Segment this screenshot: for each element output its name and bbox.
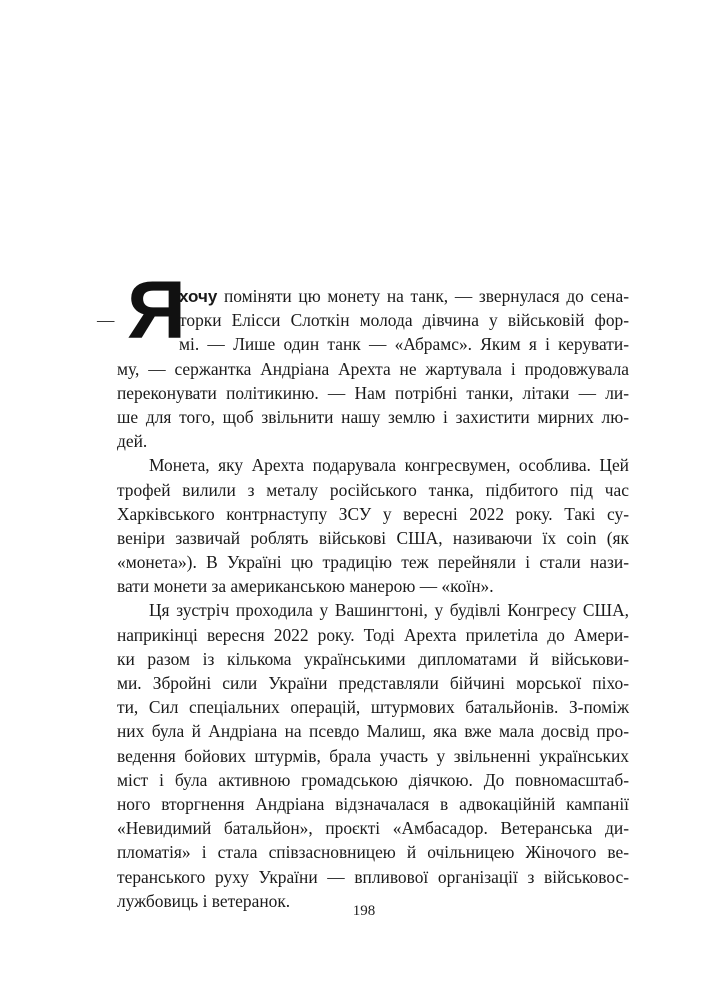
text-line: Ця зустріч проходила у Вашингтоні, у будівлі Конгресу США, xyxy=(149,600,629,621)
text-line: ти, Сил спеціальних операцій, штурмових батальйонів. З-поміж xyxy=(117,697,629,718)
paragraph-2 xyxy=(117,453,629,598)
text-line: ми. Збройні сили України представляли бійчині морської піхо- xyxy=(117,673,629,693)
text-line: веніри зазвичай роблять військові США, називаючи їх coin (як xyxy=(117,527,629,548)
text-line: дей. xyxy=(117,431,148,452)
text-line: ше для того, щоб звільнити нашу землю і захистити мирних лю- xyxy=(117,406,629,427)
text-line: ки разом із кількома українськими дипломатами й військови- xyxy=(117,648,629,669)
text-line: торки Елісси Слоткін молода дівчина у військовій фор- xyxy=(179,310,629,331)
text-line: вати монети за американською манерою — «коїн». xyxy=(117,576,494,597)
text-line: міст і була активною громадською діячкою. До повномасштаб- xyxy=(117,769,629,790)
text-line: лужбовиць і ветеранок. xyxy=(117,890,291,911)
drop-cap: Я xyxy=(127,265,186,356)
text-line: них була й Андріана на псевдо Малиш, яка вже мала досвід про- xyxy=(117,721,629,742)
text-line: ведення бойових штурмів, брала участь у звільненні українських xyxy=(117,745,629,766)
text-line: переконувати політикиню. — Нам потрібні танки, літаки — ли- xyxy=(117,382,629,403)
text-line: му, — сержантка Андріана Арехта не жартувала і продовжувала xyxy=(117,358,629,379)
body-text xyxy=(97,265,629,913)
page-number: 198 xyxy=(352,903,376,919)
text-line: «Невидимий батальйон», проєкті «Амбасадор. Ветеранська ди- xyxy=(117,818,629,839)
text-line: наприкінці вересня 2022 року. Тоді Арехта прилетіла до Амери- xyxy=(117,624,629,645)
text-line: ного вторгнення Андріана відзначалася в адвокаційній кампанії xyxy=(117,793,629,814)
paragraph-1 xyxy=(117,284,629,453)
text-line: мі. — Лише один танк — «Абрамс». Яким я і керувати- xyxy=(179,334,629,355)
text-line: пломатія» і стала співзасновницею й очільницею Жіночого ве- xyxy=(117,842,629,863)
text-line: трофей вилили з металу російського танка, підбитого під час xyxy=(117,479,629,500)
text-line: теранського руху України — впливової організації з військовос- xyxy=(117,866,629,887)
text-line: «монета»). В Україні цю традицію теж перейняли і стали нази- xyxy=(117,552,629,573)
dialogue-dash: — xyxy=(97,310,115,330)
paragraph-3 xyxy=(117,598,629,912)
text-line-rest: поміняти цю монету на танк, — звернулася до сена- xyxy=(217,286,629,306)
text-line: Харківського контрнаступу ЗСУ у вересні 2022 року. Такі су- xyxy=(117,503,629,524)
text-line xyxy=(117,284,629,308)
text-line: Монета, яку Арехта подарувала конгресвумен, особлива. Цей xyxy=(149,455,629,476)
lead-word: хочу xyxy=(179,287,218,306)
